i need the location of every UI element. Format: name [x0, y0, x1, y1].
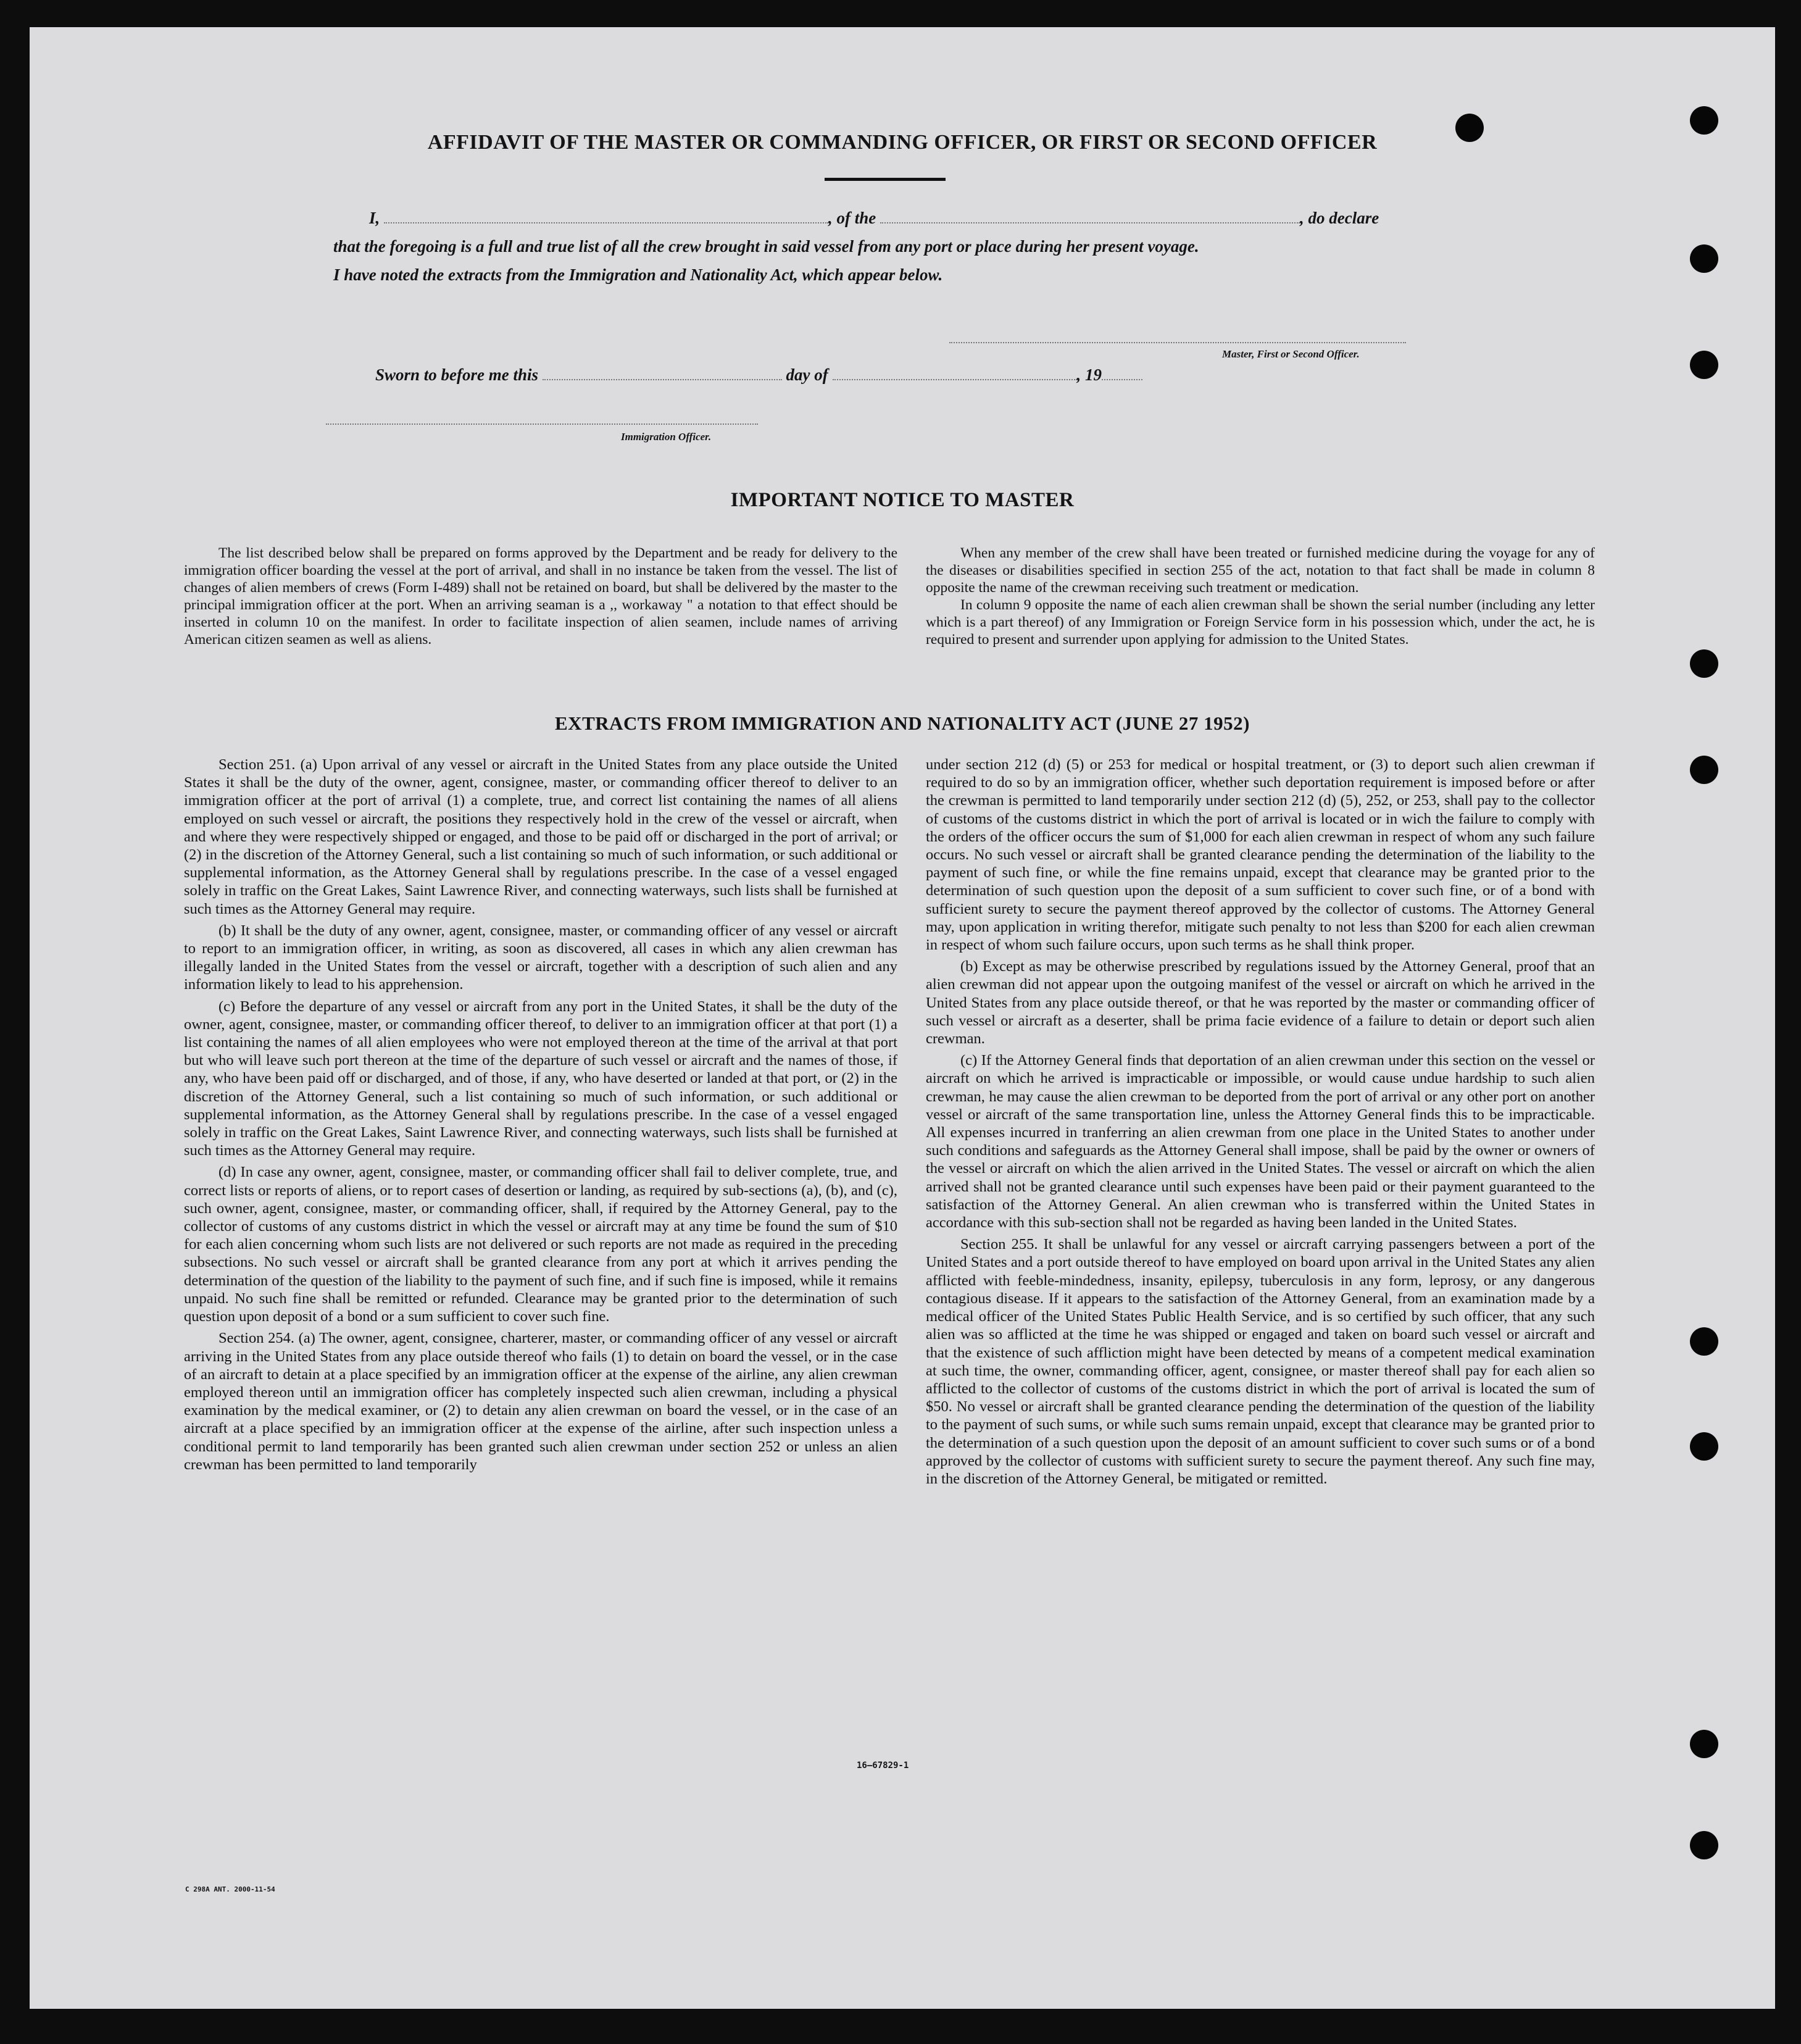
form-number: C 298A ANT. 2000-11-54 — [185, 1885, 275, 1893]
binder-hole — [1690, 649, 1718, 678]
notice-paragraph: In column 9 opposite the name of each alien crewman shall be shown the serial number (including any letter which is a part thereof) of any Immigration or Foreign Service form in his possession which, under the act, he is required to present and surrender upon applying for admission to the United States. — [926, 597, 1595, 648]
master-signature-caption: Master, First or Second Officer. — [1222, 348, 1360, 360]
affidavit-title: AFFIDAVIT OF THE MASTER OR COMMANDING OFFICER, OR FIRST OR SECOND OFFICER — [427, 131, 1378, 154]
notice-left-column — [184, 544, 897, 648]
section-paragraph: (c) If the Attorney General finds that deportation of an alien crewman under this section on the vessel or aircraft on which he arrived is impracticable or impossible, or would cause undue hardship to such alien crewman, he may cause the alien crewman to be deported from the port of arrival or any other port on another vessel or aircraft of the same transportation line, unless the Attorney General finds this to be impracticable. All expenses incurred in tranferring an alien crewman from one place in the United States to another under such conditions and safeguards as the Attorney General shall impose, shall be paid by the owner or owners of the vessel or aircraft on which the alien arrived in the United States. The vessel or aircraft on which the alien arrived shall not be granted clearance until such expenses have been paid or their payment guaranteed to the satisfaction of the Attorney General. An alien crewman who is transferred within the United States in accordance with this sub-section shall not be regarded as having been landed in the United States. — [926, 1052, 1595, 1232]
sworn-year-field[interactable] — [1102, 367, 1142, 380]
binder-hole — [1690, 1730, 1718, 1758]
declaration-line-1: I, , of the , do declare — [369, 209, 1379, 227]
binder-hole — [1690, 244, 1718, 273]
print-code: 16—67829-1 — [857, 1761, 909, 1771]
binder-hole — [1690, 351, 1718, 379]
section-paragraph: (b) Except as may be otherwise prescribed by regulations issued by the Attorney General, proof that an alien crewman did not appear upon the outgoing manifest of the vessel or aircraft on which he arrived in the United States from any place outside thereof, or that he was reported by the master or commanding officer of such vessel or aircraft as a deserter, shall be prima facie evidence of a failure to detain or deport such alien crewman. — [926, 958, 1595, 1048]
vessel-field[interactable] — [880, 210, 1300, 223]
title-rule — [825, 178, 946, 181]
extracts-right-column — [926, 756, 1595, 1491]
sworn-day-field[interactable] — [543, 367, 782, 380]
notice-title: IMPORTANT NOTICE TO MASTER — [730, 489, 1075, 511]
name-field[interactable] — [384, 210, 828, 223]
section-paragraph: Section 255. It shall be unlawful for any vessel or aircraft carrying passengers between a port of the United States and a port outside thereof to have employed on board upon arrival in the United States any alien afflicted with feeble-mindedness, insanity, epilepsy, tuberculosis in any form, leprosy, or any dangerous contagious disease. If it appears to the satisfaction of the Attorney General, from an examination made by a medical officer of the United States Public Health Service, and is so certified by such officer, that any such alien was so afflicted at the time he was shipped or engaged and taken on board such vessel or aircraft and that the existence of such affliction might have been detected by means of a competent medical examination at such time, the owner, commanding officer, agent, consignee, or master thereof shall pay for each alien so afflicted to the collector of customs of the customs district in which the port of arrival is located the sum of $50. No vessel or aircraft shall be granted clearance pending the determination of the question of the liability to the payment of such sums, or while such sums remain unpaid, except that clearance may be granted prior to the determination of a such question upon the deposit of an amount sufficient to cover such sums or of a bond approved by the collector of customs with sufficient surety to secure the payment thereof. Any such fine may, in the discretion of the Attorney General, be mitigated or remitted. — [926, 1236, 1595, 1487]
section-paragraph: Section 254. (a) The owner, agent, consignee, charterer, master, or commanding officer of any vessel or aircraft arriving in the United States from any place outside thereof who fails (1) to detain on board the vessel, or in the case of an aircraft to detain at a place specified by an immigration officer at the expense of the airline, any alien crewman employed thereon until an immigration officer has completely inspected such alien crewman, including a physical examination by the medical examiner, or (2) to detain any alien crewman on board the vessel, or in the case of an aircraft at a place specified by an immigration officer at the expense of the airline, after such inspection unless a conditional permit to land temporarily has been granted such alien crewman under section 252 or unless an alien crewman has been permitted to land temporarily — [184, 1330, 897, 1473]
extracts-left-column — [184, 756, 897, 1477]
declaration-line-2: that the foregoing is a full and true list of all the crew brought in said vessel from any port or place during her present voyage. — [333, 237, 1199, 256]
binder-hole — [1690, 1432, 1718, 1461]
binder-hole — [1690, 756, 1718, 784]
section-paragraph: (b) It shall be the duty of any owner, agent, consignee, master, or commanding officer of any vessel or aircraft to report to an immigration officer, in writing, as soon as discovered, all cases in which any alien crewman has illegally landed in the United States from the vessel or aircraft, together with a description of such alien and any information likely to lead to his apprehension. — [184, 922, 897, 993]
notice-right-column — [926, 544, 1595, 648]
binder-hole — [1690, 1327, 1718, 1356]
section-paragraph: (d) In case any owner, agent, consignee, master, or commanding officer shall fail to deliver complete, true, and correct lists or reports of aliens, or to report cases of desertion or landing, as required by sub-sections (a), (b), and (c), such owner, agent, consignee, master, or commanding officer, shall, if required by the Attorney General, pay to the collector of customs of any customs district in which the vessel or aircraft may at any time be found the sum of $10 for each alien concerning whom such lists are not delivered or such reports are not made as required in the preceding subsections. No such vessel or aircraft shall be granted clearance from any port at which it arrives pending the determination of the question of the liability to the payment of such fine, and if such fine is imposed, while it remains unpaid. No such fine shall be remitted or refunded. Clearance may be granted prior to the determination of such question upon deposit of a bond or a sum sufficient to cover such fine. — [184, 1164, 897, 1325]
section-paragraph: Section 251. (a) Upon arrival of any vessel or aircraft in the United States from any place outside the United States it shall be the duty of the owner, agent, consignee, master, or commanding officer thereof to deliver to an immigration officer at the port of arrival (1) a complete, true, and correct list containing the names of all aliens employed on such vessel or aircraft, the positions they respectively hold in the crew of the vessel or aircraft, when and where they were respectively shipped or engaged, and those to be paid off or discharged in the port of arrival; or (2) in the discretion of the Attorney General, such a list containing so much of such information, or such additional or supplemental information, as the Attorney General shall by regulations prescribe. In the case of a vessel engaged solely in traffic on the Great Lakes, Saint Lawrence River, and connecting waterways, such lists shall be furnished at such times as the Attorney General may require. — [184, 756, 897, 917]
declaration-line-3: I have noted the extracts from the Immigration and Nationality Act, which appear below. — [333, 265, 943, 284]
binder-hole — [1690, 1831, 1718, 1859]
sworn-line: Sworn to before me this day of , 19 — [375, 361, 1142, 389]
sworn-month-field[interactable] — [833, 367, 1077, 380]
immigration-officer-caption: Immigration Officer. — [621, 431, 712, 443]
immigration-officer-signature-field[interactable] — [326, 411, 758, 425]
extracts-title: EXTRACTS FROM IMMIGRATION AND NATIONALITY ACT (JUNE 27 1952) — [555, 712, 1250, 734]
notice-paragraph: The list described below shall be prepared on forms approved by the Department and be ready for delivery to the immigration officer boarding the vessel at the port of arrival, and shall in no instance be taken from the vessel. The list of changes of alien members of crews (Form I-489) shall not be retained on board, but shall be delivered by the master to the principal immigration officer at the port. When an arriving seaman is a ,, workaway " a notation to that effect should be inserted in column 10 on the manifest. In order to facilitate inspection of alien seamen, include names of arriving American citizen seamen as well as aliens. — [184, 545, 897, 648]
master-signature-field[interactable] — [949, 330, 1406, 343]
notice-paragraph: When any member of the crew shall have been treated or furnished medicine during the voyage for any of the diseases or disabilities specified in section 255 of the act, notation to that fact shall be made in column 8 opposite the name of the crewman receiving such treatment or medication. — [926, 545, 1595, 596]
section-paragraph: (c) Before the departure of any vessel or aircraft from any port in the United States, it shall be the duty of the owner, agent, consignee, master, or commanding officer thereof, to deliver to an immigration officer at that port (1) a list containing the names of all alien employees who were not employed thereon at the time of the arrival at that port but who will leave such port thereon at the time of the departure of such vessel or aircraft and the names of those, if any, who have been paid off or discharged, and of those, if any, who have deserted or landed at that port, or (2) in the discretion of the Attorney General, such a list containing so much of such information, or such additional or supplemental information, as the Attorney General shall by regulations prescribe. In the case of a vessel engaged solely in traffic on the Great Lakes, Saint Lawrence River, and connecting waterways, such lists shall be furnished at such times as the Attorney General may require. — [184, 998, 897, 1159]
section-paragraph: under section 212 (d) (5) or 253 for medical or hospital treatment, or (3) to deport such alien crewman if required to do so by an immigration officer, whether such deportation requirement is imposed before or after the crewman is permitted to land temporarily under section 212 (d) (5), 252, or 253, shall pay to the collector of customs of the customs district in which the port of arrival is located or in wich the failure to comply with the orders of the officer occurs the sum of $1,000 for each alien crewman in respect of whom any such failure occurs. No such vessel or aircraft shall be granted clearance pending the determination of the liability to the payment of such fine, or while the fine remains unpaid, except that clearance may be granted prior to the determination of such question upon the deposit of a sum sufficient to cover such fine, or of a bond with sufficient surety to secure the payment thereof approved by the collector of customs. The Attorney General may, upon application in writing therefor, mitigate such penalty to not less than $200 for each alien crewman in respect of whom such failure occurs, upon such terms as he shall think proper. — [926, 756, 1595, 954]
document-page — [30, 27, 1775, 2009]
